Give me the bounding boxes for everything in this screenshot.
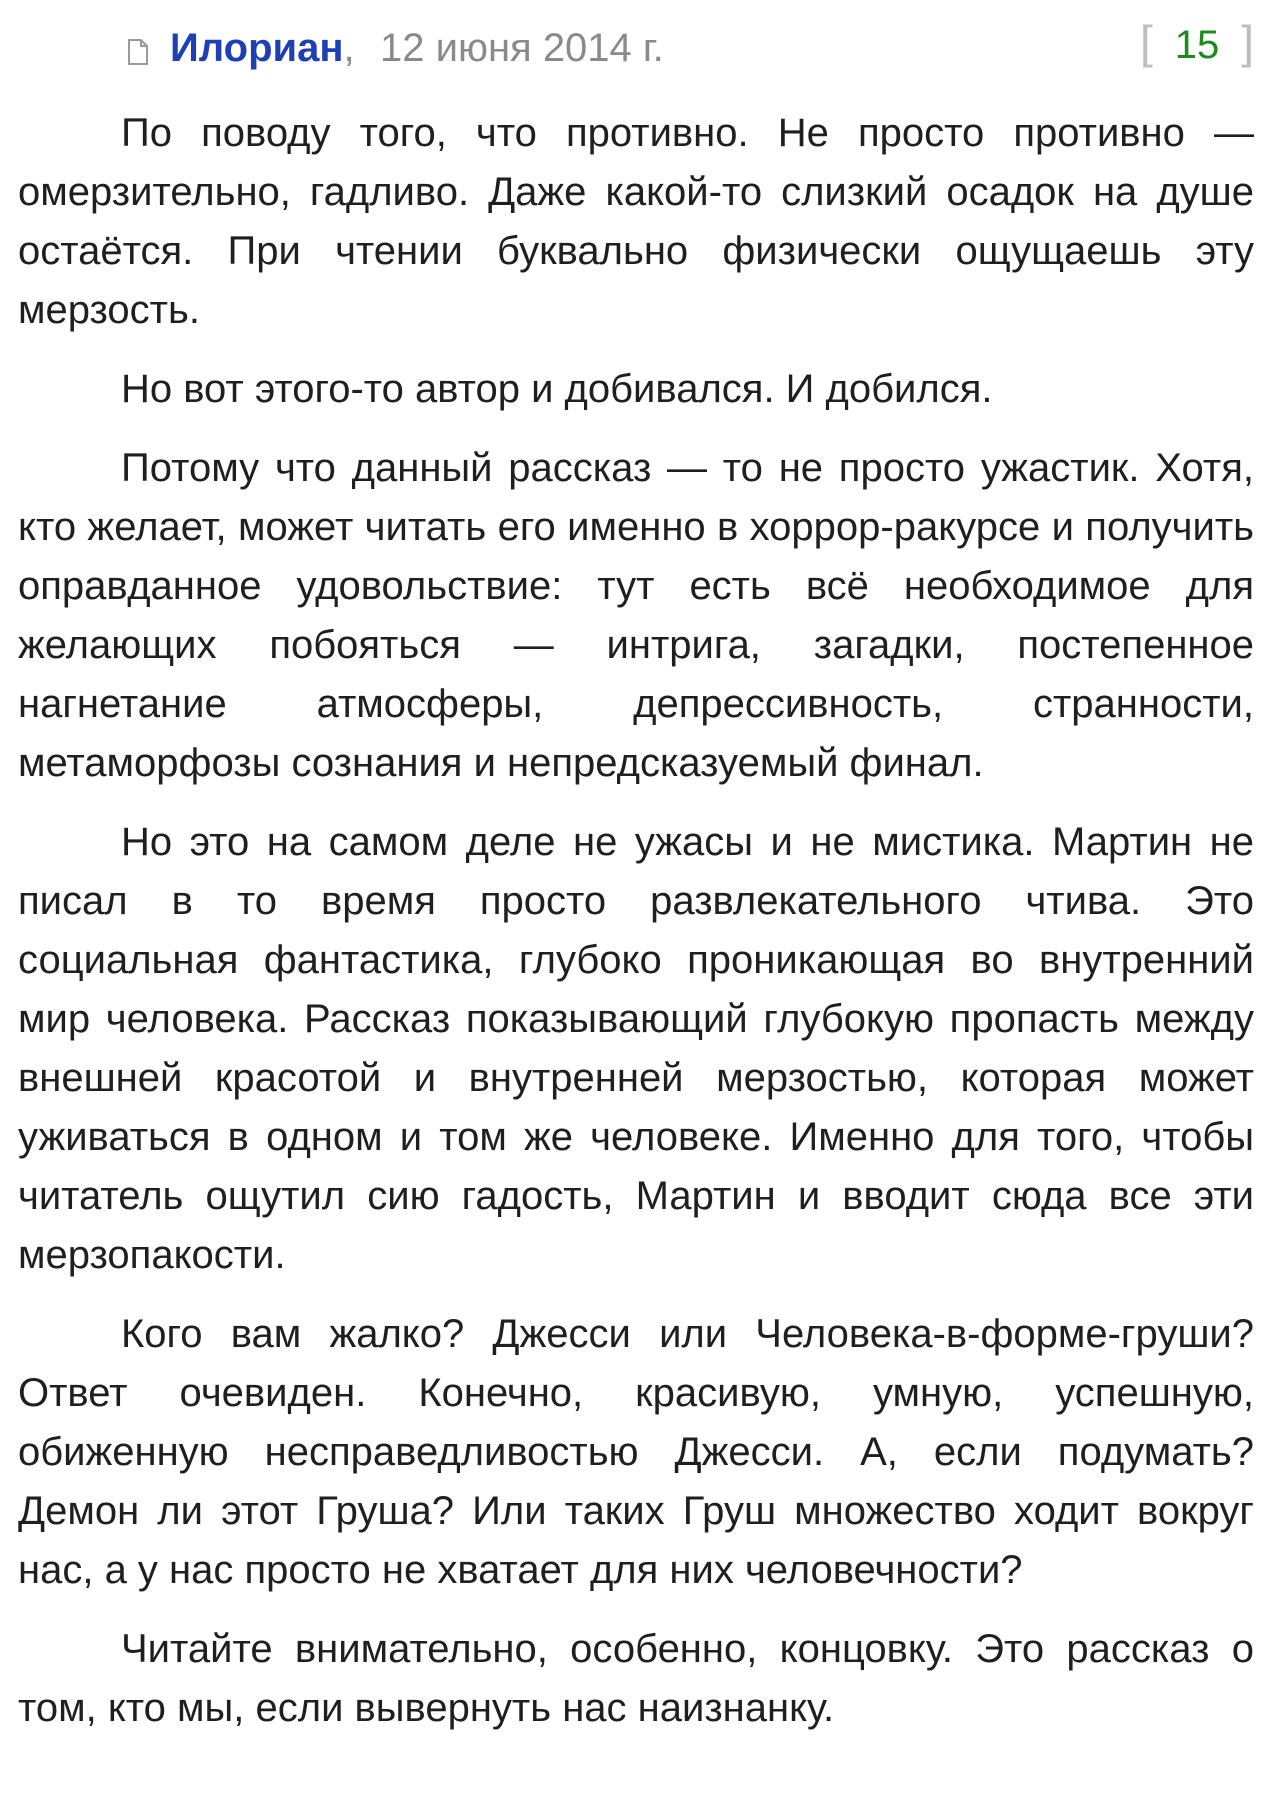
review-paragraph: Но это на самом деле не ужасы и не мистика. Мартин не писал в то время просто развлекательного чтива. Это социальная фантастика, глубоко проникающая во внутренний мир человека. Рассказ показывающий глубокую пропасть между внешней красотой и внутренней мерзостью, которая может уживаться в одном и том же человеке. Именно для того, чтобы читатель ощутил сию гадость, Мартин и вводит сюда все эти мерзопакости. — [18, 820, 1254, 1277]
review-paragraph: Потому что данный рассказ — то не просто ужастик. Хотя, кто желает, может читать его именно в хоррор-ракурсе и получить оправданное удовольствие: тут есть всё необходимое для желающих побояться — интрига, загадки, постепенное нагнетание атмосферы, депрессивность, странности, метаморфозы сознания и непредсказуемый финал. — [18, 446, 1254, 785]
review-paragraph: По поводу того, что противно. Не просто противно — омерзительно, гадливо. Даже какой-то слизкий осадок на душе остаётся. При чтении буквально физически ощущаешь эту мерзость. — [18, 111, 1254, 332]
review-body — [18, 104, 1254, 1738]
review-header — [18, 14, 1254, 78]
review-date: 12 июня 2014 г. — [380, 26, 664, 70]
rating-close-bracket: ] — [1241, 16, 1254, 68]
review-paragraph: Кого вам жалко? Джесси или Человека-в-форме-груши? Ответ очевиден. Конечно, красивую, умную, успешную, обиженную несправедливостью Джесси. А, если подумать? Демон ли этот Груша? Или таких Груш множество ходит вокруг нас, а у нас просто не хватает для них человечности? — [18, 1312, 1254, 1592]
review-paragraph: Читайте внимательно, особенно, концовку. Это рассказ о том, кто мы, если вывернуть нас наизнанку. — [18, 1627, 1254, 1730]
author-link[interactable] — [170, 24, 355, 72]
document-icon — [127, 38, 149, 66]
author-separator: , — [343, 26, 355, 70]
rating-value: 15 — [1174, 23, 1220, 67]
rating-badge[interactable] — [1140, 18, 1254, 69]
review-paragraph: Но вот этого-то автор и добивался. И добился. — [121, 367, 993, 411]
rating-open-bracket: [ — [1139, 16, 1153, 68]
author-name[interactable]: Илориан — [170, 26, 344, 70]
review-card — [18, 14, 1254, 1758]
